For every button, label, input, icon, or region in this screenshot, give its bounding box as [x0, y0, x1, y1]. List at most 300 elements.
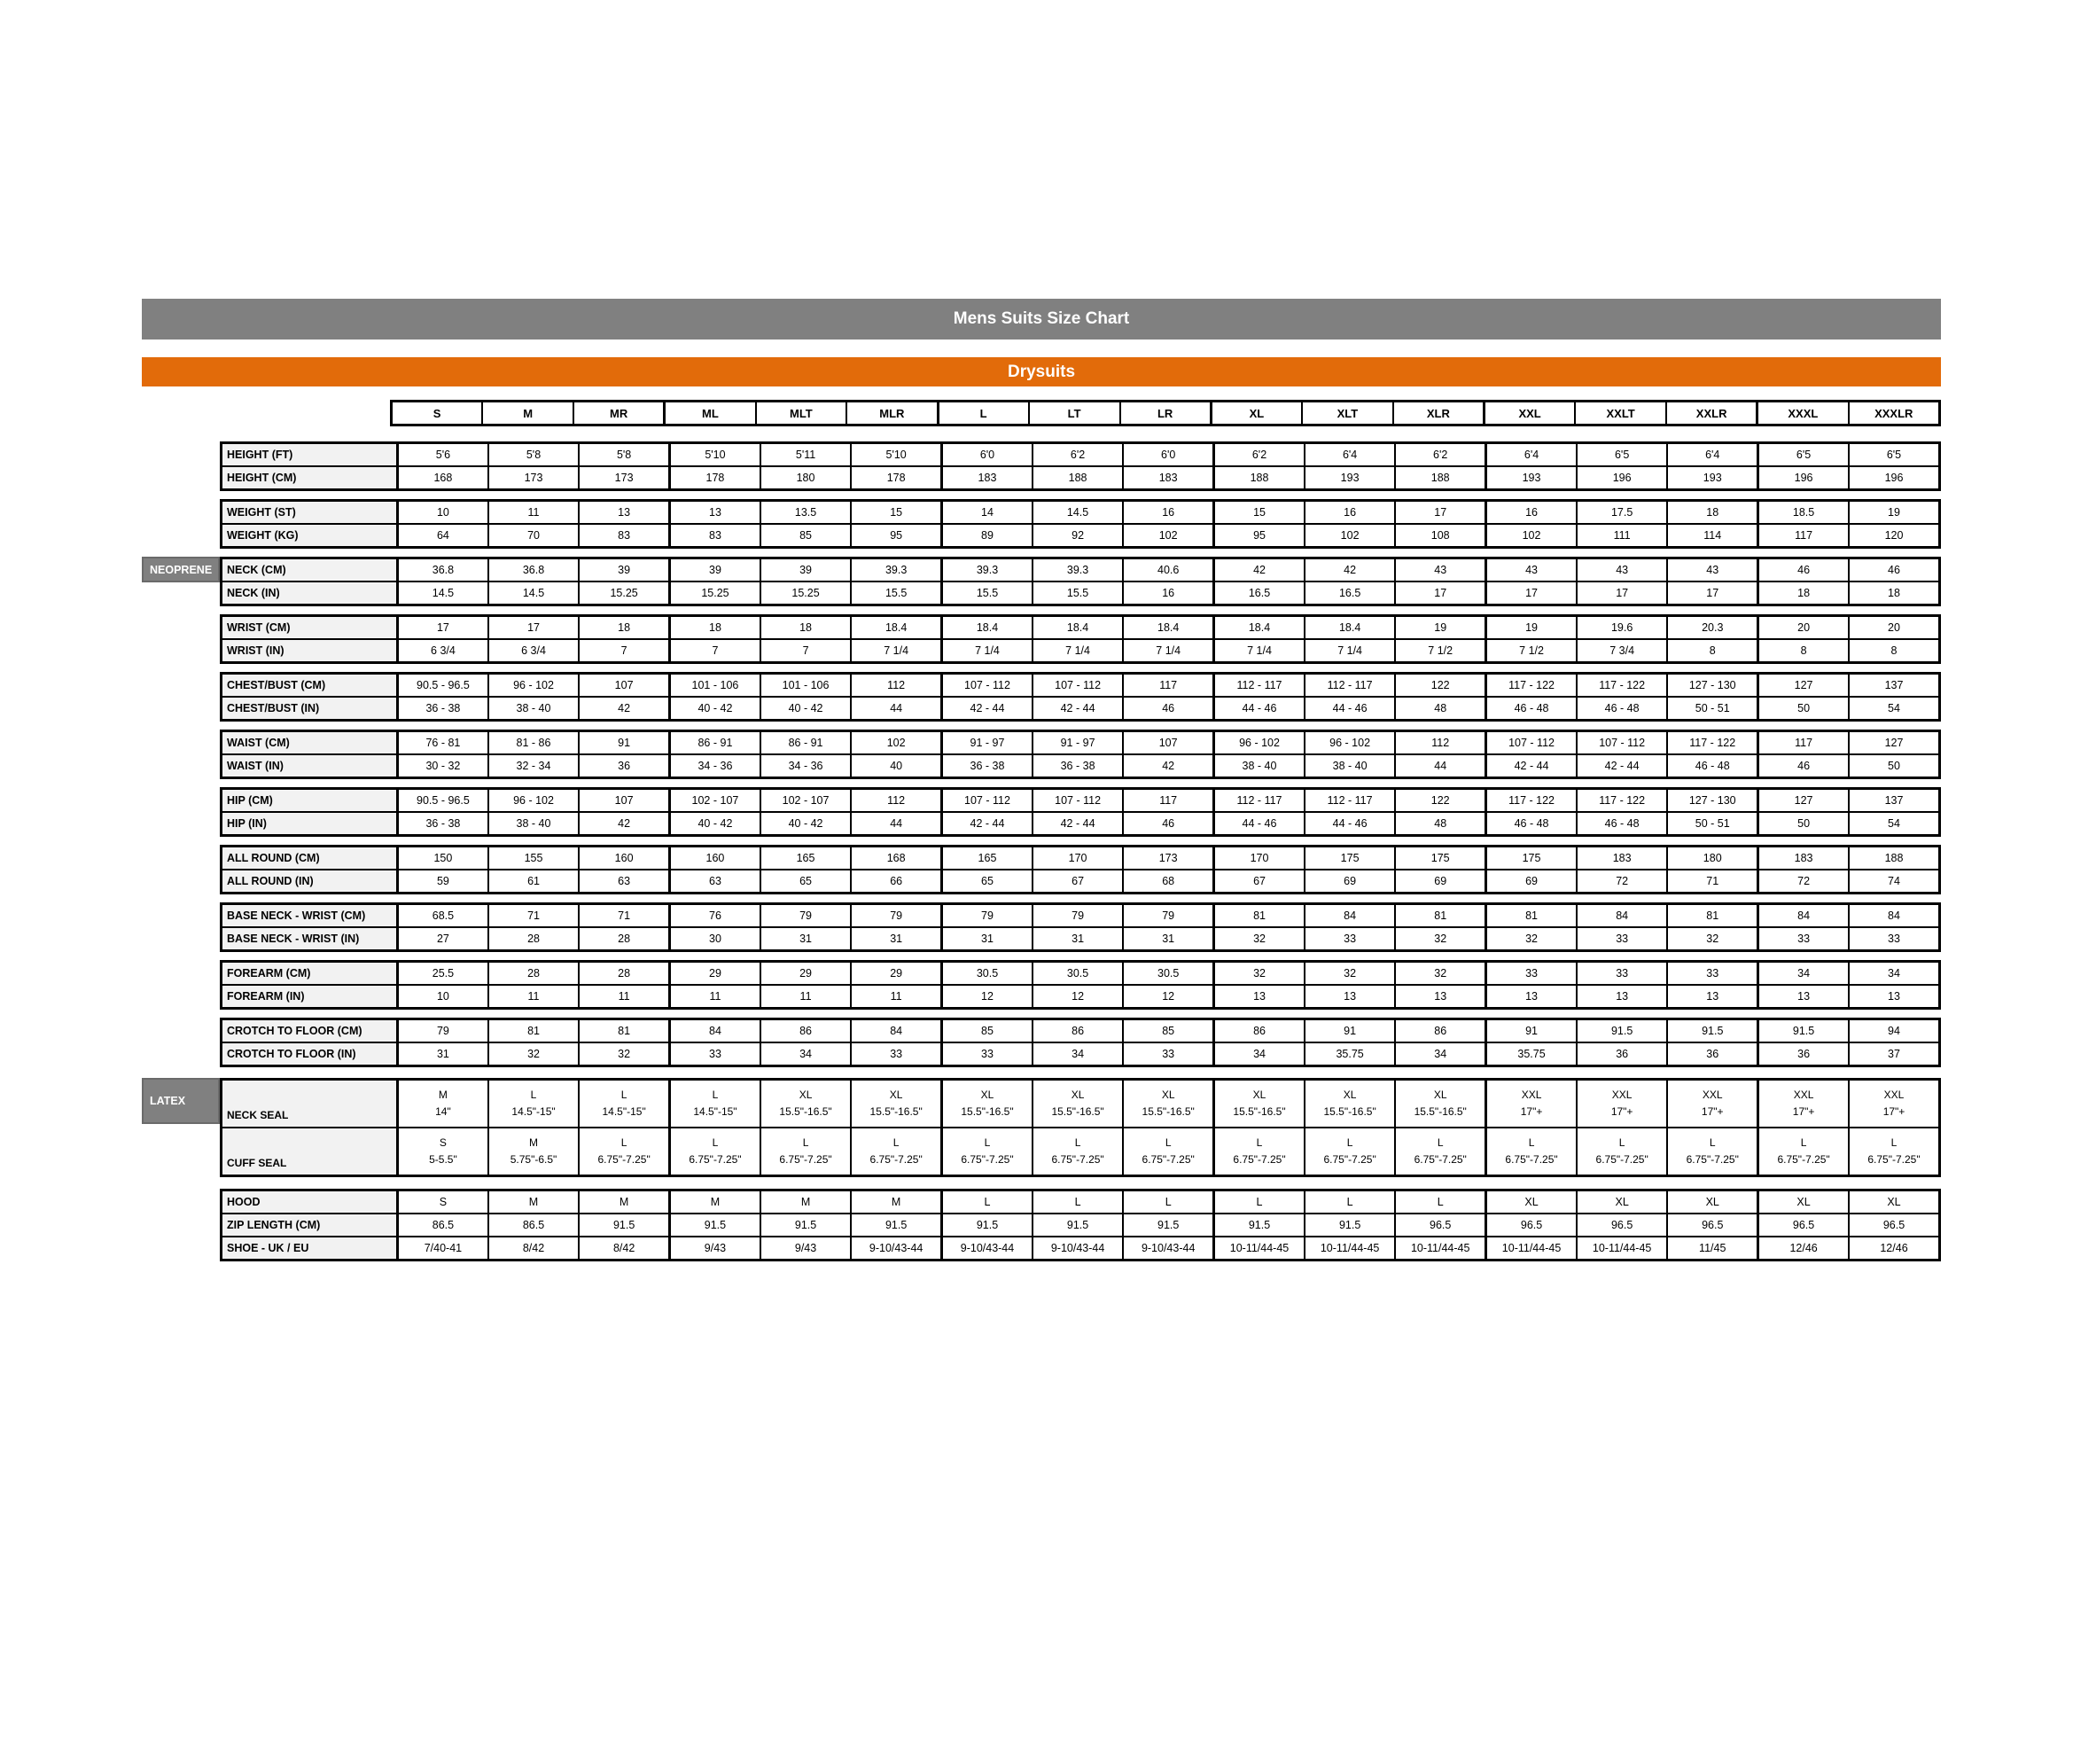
value-cell: 107 - 112 — [1033, 789, 1123, 813]
table-row — [222, 1080, 1940, 1128]
size-column-header: ML — [665, 402, 756, 425]
row-label: CUFF SEAL — [222, 1128, 398, 1176]
side-label-area — [142, 1078, 220, 1124]
value-cell: L — [942, 1190, 1033, 1214]
value-cell: 18 — [1758, 581, 1849, 605]
value-cell: 81 — [1486, 904, 1577, 928]
value-cell: 31 — [760, 927, 851, 951]
value-cell: 18 — [1667, 501, 1757, 525]
value-cell — [1577, 1128, 1667, 1176]
size-table-waist — [220, 730, 1941, 779]
value-cell: 33 — [1577, 962, 1667, 986]
value-cell: 50 — [1758, 812, 1849, 836]
value-cell: 46 - 48 — [1486, 812, 1577, 836]
value-cell: 72 — [1758, 870, 1849, 894]
value-cell: 42 - 44 — [1033, 697, 1123, 721]
value-cell: 5'8 — [488, 443, 579, 467]
row-label: WRIST (IN) — [222, 639, 398, 663]
page-subtitle: Drysuits — [1007, 362, 1076, 381]
value-cell: 29 — [851, 962, 941, 986]
value-cell: 170 — [1033, 847, 1123, 870]
value-cell: 46 — [1123, 697, 1213, 721]
value-cell: 33 — [1486, 962, 1577, 986]
value-cell: 112 — [1395, 731, 1485, 755]
table-row — [222, 466, 1940, 490]
value-cell: 193 — [1305, 466, 1395, 490]
table-row — [222, 616, 1940, 640]
value-cell: 50 - 51 — [1667, 697, 1757, 721]
value-line: M — [529, 1136, 539, 1149]
table-row — [222, 501, 1940, 525]
value-cell: 5'11 — [760, 443, 851, 467]
value-cell: 84 — [1305, 904, 1395, 928]
size-column-header: XXL — [1485, 402, 1576, 425]
value-cell: 111 — [1577, 524, 1667, 548]
value-line: 6.75"-7.25" — [1595, 1153, 1648, 1166]
value-line: 14.5"-15" — [693, 1105, 737, 1118]
value-cell: 90.5 - 96.5 — [398, 674, 488, 698]
table-row — [222, 558, 1940, 582]
value-line: 14.5"-15" — [511, 1105, 556, 1118]
size-column-header: S — [392, 402, 483, 425]
value-cell: 180 — [760, 466, 851, 490]
value-cell: 91.5 — [1123, 1214, 1213, 1237]
value-cell: L — [1033, 1190, 1123, 1214]
row-label: NECK (IN) — [222, 581, 398, 605]
value-cell: 91.5 — [1667, 1019, 1757, 1043]
size-table-weight — [220, 499, 1941, 549]
value-line: 14" — [435, 1105, 451, 1118]
value-cell: 13.5 — [760, 501, 851, 525]
value-cell: 46 — [1758, 754, 1849, 778]
value-cell: 12 — [1033, 985, 1123, 1009]
value-cell: 19 — [1849, 501, 1940, 525]
value-cell: 117 - 122 — [1577, 789, 1667, 813]
value-cell: 34 — [1849, 962, 1940, 986]
value-cell: 81 — [1395, 904, 1485, 928]
value-cell: 91.5 — [1033, 1214, 1123, 1237]
value-cell: 63 — [579, 870, 669, 894]
value-cell: 183 — [1758, 847, 1849, 870]
value-cell: 39.3 — [942, 558, 1033, 582]
value-cell: 193 — [1486, 466, 1577, 490]
value-cell: 11 — [670, 985, 760, 1009]
value-cell: 85 — [1123, 1019, 1213, 1043]
value-cell: 81 — [579, 1019, 669, 1043]
value-cell: 46 - 48 — [1486, 697, 1577, 721]
value-cell: 91.5 — [579, 1214, 669, 1237]
size-table-accessories — [220, 1189, 1941, 1261]
value-cell: 42 — [1123, 754, 1213, 778]
size-table-neck — [220, 557, 1941, 606]
value-cell: 79 — [851, 904, 941, 928]
value-cell — [1395, 1128, 1485, 1176]
value-cell: 108 — [1395, 524, 1485, 548]
value-cell: M — [488, 1190, 579, 1214]
value-cell: 30 - 32 — [398, 754, 488, 778]
value-cell: 32 — [1395, 962, 1485, 986]
value-cell — [942, 1080, 1033, 1128]
value-cell: 122 — [1395, 674, 1485, 698]
value-cell: 42 — [1214, 558, 1305, 582]
value-cell: 15.25 — [579, 581, 669, 605]
value-cell: 42 — [579, 812, 669, 836]
value-cell: 8 — [1667, 639, 1757, 663]
value-cell: 20.3 — [1667, 616, 1757, 640]
value-cell: 8/42 — [488, 1237, 579, 1261]
value-cell: 81 — [1667, 904, 1757, 928]
value-line: 15.5"-16.5" — [869, 1105, 923, 1118]
value-cell — [1667, 1080, 1757, 1128]
value-cell: 33 — [1849, 927, 1940, 951]
value-cell: 69 — [1486, 870, 1577, 894]
value-cell: 28 — [579, 962, 669, 986]
value-cell: 9-10/43-44 — [1033, 1237, 1123, 1261]
value-cell: 7 — [579, 639, 669, 663]
value-cell: 76 — [670, 904, 760, 928]
value-cell: 17 — [488, 616, 579, 640]
row-label: HOOD — [222, 1190, 398, 1214]
value-cell: 43 — [1577, 558, 1667, 582]
value-cell: 89 — [942, 524, 1033, 548]
value-cell: 70 — [488, 524, 579, 548]
value-cell: 188 — [1214, 466, 1305, 490]
value-cell: 16 — [1305, 501, 1395, 525]
value-cell: 42 - 44 — [1033, 812, 1123, 836]
value-cell: 188 — [1849, 847, 1940, 870]
value-cell: 33 — [1577, 927, 1667, 951]
value-line: 15.5"-16.5" — [1142, 1105, 1195, 1118]
measurement-group-seals — [142, 1078, 1941, 1177]
value-cell: 79 — [398, 1019, 488, 1043]
value-cell: 20 — [1849, 616, 1940, 640]
title-bar — [142, 299, 1941, 340]
value-cell: 74 — [1849, 870, 1940, 894]
value-cell — [942, 1128, 1033, 1176]
size-column-header: LR — [1120, 402, 1212, 425]
value-cell: 7 1/2 — [1486, 639, 1577, 663]
value-cell: 193 — [1667, 466, 1757, 490]
value-cell: 38 - 40 — [1305, 754, 1395, 778]
value-cell: 101 - 106 — [760, 674, 851, 698]
value-cell: 67 — [1033, 870, 1123, 894]
value-cell: 17 — [398, 616, 488, 640]
measurement-group-chest — [142, 672, 1941, 722]
value-cell: 46 — [1758, 558, 1849, 582]
value-cell: 65 — [760, 870, 851, 894]
value-cell — [851, 1080, 941, 1128]
value-cell: 10-11/44-45 — [1214, 1237, 1305, 1261]
table-row — [222, 639, 1940, 663]
value-line: 6.75"-7.25" — [1142, 1153, 1195, 1166]
value-cell: 95 — [1214, 524, 1305, 548]
value-cell: 37 — [1849, 1042, 1940, 1066]
value-cell: 127 — [1849, 731, 1940, 755]
value-cell: 196 — [1849, 466, 1940, 490]
value-cell: 17 — [1486, 581, 1577, 605]
value-cell: 117 — [1123, 674, 1213, 698]
value-cell: 40 - 42 — [760, 697, 851, 721]
value-cell: 96.5 — [1486, 1214, 1577, 1237]
value-cell: 18.4 — [851, 616, 941, 640]
value-cell: 160 — [670, 847, 760, 870]
value-cell: 18 — [579, 616, 669, 640]
value-cell: 18.4 — [1214, 616, 1305, 640]
value-cell: 31 — [851, 927, 941, 951]
value-cell — [1758, 1128, 1849, 1176]
value-cell: XL — [1486, 1190, 1577, 1214]
row-label: HIP (IN) — [222, 812, 398, 836]
value-line: 6.75"-7.25" — [689, 1153, 742, 1166]
value-cell — [760, 1128, 851, 1176]
value-line: 6.75"-7.25" — [869, 1153, 923, 1166]
table-row — [222, 581, 1940, 605]
value-cell: 7 — [760, 639, 851, 663]
value-cell: 6'5 — [1849, 443, 1940, 467]
value-line: 15.5"-16.5" — [1414, 1105, 1467, 1118]
value-cell: 14.5 — [488, 581, 579, 605]
row-label: FOREARM (IN) — [222, 985, 398, 1009]
value-line: L — [1528, 1136, 1535, 1149]
value-cell: 28 — [488, 927, 579, 951]
size-column-header: L — [938, 402, 1029, 425]
value-cell: 18.5 — [1758, 501, 1849, 525]
value-cell: 43 — [1486, 558, 1577, 582]
value-cell: M — [760, 1190, 851, 1214]
table-row — [222, 904, 1940, 928]
value-cell: 34 - 36 — [760, 754, 851, 778]
value-cell — [1123, 1080, 1213, 1128]
value-cell: 150 — [398, 847, 488, 870]
table-row — [222, 697, 1940, 721]
value-cell: 59 — [398, 870, 488, 894]
table-row — [222, 870, 1940, 894]
value-cell: 170 — [1214, 847, 1305, 870]
value-cell: 16 — [1486, 501, 1577, 525]
value-cell: 180 — [1667, 847, 1757, 870]
value-cell: 90.5 - 96.5 — [398, 789, 488, 813]
value-cell: 6'0 — [942, 443, 1033, 467]
value-cell: 38 - 40 — [488, 697, 579, 721]
value-cell: 7 1/2 — [1395, 639, 1485, 663]
size-table-chest — [220, 672, 1941, 722]
table-row — [222, 524, 1940, 548]
value-cell: L — [1395, 1190, 1485, 1214]
value-cell: 34 — [1214, 1042, 1305, 1066]
value-line: L — [1618, 1136, 1625, 1149]
value-cell — [1214, 1080, 1305, 1128]
value-cell: 33 — [670, 1042, 760, 1066]
value-cell: 44 - 46 — [1214, 697, 1305, 721]
side-label-latex: LATEX — [142, 1078, 220, 1124]
size-column-header: XL — [1211, 402, 1302, 425]
value-cell: 175 — [1305, 847, 1395, 870]
value-cell: 44 - 46 — [1305, 812, 1395, 836]
value-cell: 5'10 — [851, 443, 941, 467]
value-cell: 33 — [1123, 1042, 1213, 1066]
value-cell: 20 — [1758, 616, 1849, 640]
value-cell: 168 — [851, 847, 941, 870]
row-label: HIP (CM) — [222, 789, 398, 813]
size-table-forearm — [220, 960, 1941, 1010]
value-line: 17"+ — [1882, 1105, 1905, 1118]
value-cell: 81 — [1214, 904, 1305, 928]
value-cell: 102 - 107 — [670, 789, 760, 813]
value-cell: 127 — [1758, 674, 1849, 698]
value-cell — [1123, 1128, 1213, 1176]
value-line: 6.75"-7.25" — [1233, 1153, 1286, 1166]
value-cell: XL — [1849, 1190, 1940, 1214]
value-cell: 127 - 130 — [1667, 674, 1757, 698]
value-cell: 107 - 112 — [942, 789, 1033, 813]
value-line: 6.75"-7.25" — [1414, 1153, 1467, 1166]
value-cell: 54 — [1849, 812, 1940, 836]
value-line: 6.75"-7.25" — [1323, 1153, 1376, 1166]
value-cell: 33 — [1305, 927, 1395, 951]
value-cell: 42 - 44 — [1577, 754, 1667, 778]
value-cell: L — [1305, 1190, 1395, 1214]
value-cell: 11 — [579, 985, 669, 1009]
value-cell: 50 — [1849, 754, 1940, 778]
size-table-wrist — [220, 614, 1941, 664]
value-cell: 175 — [1395, 847, 1485, 870]
value-cell: 8 — [1758, 639, 1849, 663]
value-cell: 16 — [1123, 581, 1213, 605]
value-line: L — [1709, 1136, 1716, 1149]
value-cell: 86.5 — [398, 1214, 488, 1237]
value-line: S — [439, 1136, 447, 1149]
row-label: FOREARM (CM) — [222, 962, 398, 986]
value-cell: 64 — [398, 524, 488, 548]
value-cell: S — [398, 1190, 488, 1214]
value-cell — [760, 1080, 851, 1128]
value-cell: 96.5 — [1577, 1214, 1667, 1237]
value-cell: 32 — [1395, 927, 1485, 951]
value-cell: 33 — [942, 1042, 1033, 1066]
value-cell: 6'4 — [1305, 443, 1395, 467]
value-cell: 32 — [1214, 962, 1305, 986]
value-cell: 46 - 48 — [1577, 812, 1667, 836]
value-cell: 71 — [488, 904, 579, 928]
value-cell: 86 — [1214, 1019, 1305, 1043]
value-line: XXL — [1883, 1088, 1905, 1101]
value-cell: 91.5 — [1305, 1214, 1395, 1237]
value-cell: 96 - 102 — [1305, 731, 1395, 755]
size-header-row — [390, 400, 1941, 426]
value-cell: 117 - 122 — [1577, 674, 1667, 698]
table-row — [222, 1042, 1940, 1066]
value-cell — [1214, 1128, 1305, 1176]
value-line: 17"+ — [1610, 1105, 1633, 1118]
value-cell: 39.3 — [851, 558, 941, 582]
value-line: L — [530, 1088, 537, 1101]
value-cell: 68 — [1123, 870, 1213, 894]
value-line: 6.75"-7.25" — [1686, 1153, 1739, 1166]
value-cell: 96.5 — [1395, 1214, 1485, 1237]
value-cell: 15.5 — [1033, 581, 1123, 605]
value-cell: 10-11/44-45 — [1486, 1237, 1577, 1261]
value-cell: 107 — [579, 789, 669, 813]
value-cell: 96 - 102 — [488, 789, 579, 813]
value-cell: 107 — [579, 674, 669, 698]
value-line: 6.75"-7.25" — [1051, 1153, 1104, 1166]
measurement-group-all-round — [142, 845, 1941, 894]
value-cell: 178 — [851, 466, 941, 490]
value-cell: 18 — [1849, 581, 1940, 605]
value-cell: 50 — [1758, 697, 1849, 721]
value-cell: 102 — [1123, 524, 1213, 548]
table-row — [222, 1190, 1940, 1214]
value-line: 14.5"-15" — [602, 1105, 646, 1118]
value-cell: 155 — [488, 847, 579, 870]
row-label: WEIGHT (ST) — [222, 501, 398, 525]
value-cell: 39 — [670, 558, 760, 582]
value-cell: 160 — [579, 847, 669, 870]
value-cell: 101 - 106 — [670, 674, 760, 698]
value-cell: 127 — [1758, 789, 1849, 813]
value-cell: 12 — [942, 985, 1033, 1009]
value-cell: 86 - 91 — [760, 731, 851, 755]
table-row — [222, 1237, 1940, 1261]
value-cell: 86.5 — [488, 1214, 579, 1237]
value-cell: 188 — [1033, 466, 1123, 490]
value-cell — [398, 1080, 488, 1128]
value-cell: 72 — [1577, 870, 1667, 894]
value-cell: 30.5 — [1033, 962, 1123, 986]
value-cell: 196 — [1577, 466, 1667, 490]
value-cell: 86 — [1033, 1019, 1123, 1043]
value-cell: 46 - 48 — [1667, 754, 1757, 778]
value-line: L — [1256, 1136, 1263, 1149]
value-cell: 94 — [1849, 1019, 1940, 1043]
value-cell: 34 — [1395, 1042, 1485, 1066]
size-column-header: LT — [1029, 402, 1120, 425]
value-cell: 96.5 — [1667, 1214, 1757, 1237]
value-cell: 91.5 — [1214, 1214, 1305, 1237]
value-cell: 137 — [1849, 674, 1940, 698]
value-cell: 31 — [1123, 927, 1213, 951]
value-cell: 83 — [579, 524, 669, 548]
value-cell: 16.5 — [1305, 581, 1395, 605]
value-cell: 117 - 122 — [1667, 731, 1757, 755]
value-line: XL — [1433, 1088, 1447, 1101]
value-cell: 6 3/4 — [398, 639, 488, 663]
value-cell: 178 — [670, 466, 760, 490]
value-cell: 79 — [942, 904, 1033, 928]
value-cell: 32 — [1667, 927, 1757, 951]
value-cell: 9-10/43-44 — [942, 1237, 1033, 1261]
value-cell: 54 — [1849, 697, 1940, 721]
value-cell — [1758, 1080, 1849, 1128]
value-cell: 44 — [851, 697, 941, 721]
value-cell: 13 — [670, 501, 760, 525]
value-cell: 11 — [760, 985, 851, 1009]
value-cell: 40.6 — [1123, 558, 1213, 582]
value-line: 6.75"-7.25" — [779, 1153, 832, 1166]
value-cell — [1486, 1128, 1577, 1176]
value-cell: 6'2 — [1033, 443, 1123, 467]
value-cell: 81 — [488, 1019, 579, 1043]
value-cell: 91.5 — [760, 1214, 851, 1237]
value-cell: 102 — [851, 731, 941, 755]
value-line: 17"+ — [1792, 1105, 1815, 1118]
value-line: L — [1074, 1136, 1081, 1149]
value-cell: 50 - 51 — [1667, 812, 1757, 836]
value-cell: 40 — [851, 754, 941, 778]
value-cell: 31 — [1033, 927, 1123, 951]
value-cell: 42 — [1305, 558, 1395, 582]
value-cell: 36 - 38 — [398, 812, 488, 836]
